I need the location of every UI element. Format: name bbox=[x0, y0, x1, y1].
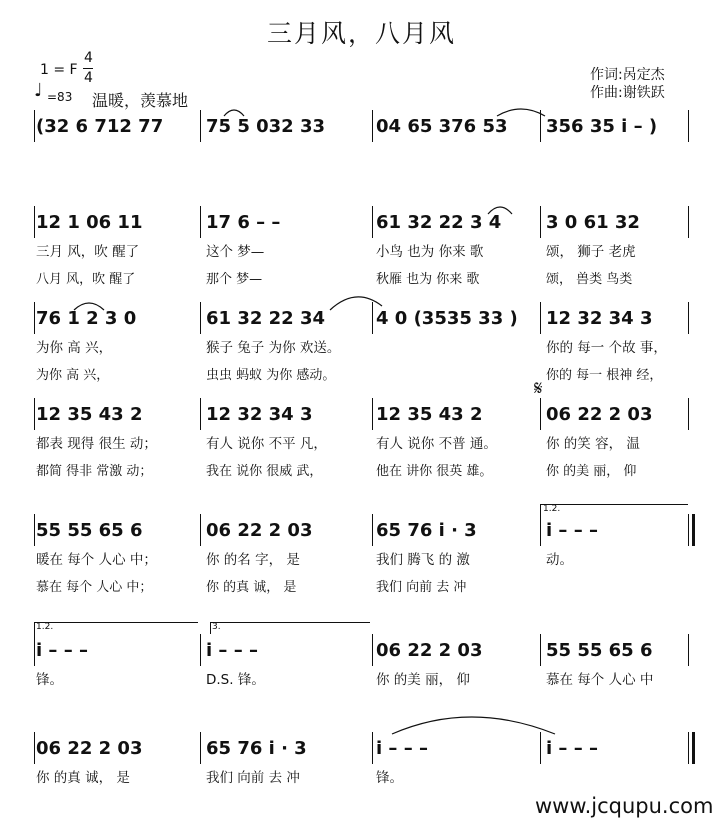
measure-notes: 12 35 43 2 bbox=[376, 404, 483, 425]
lyric-verse-2: 我们 向前 去 冲 bbox=[376, 580, 467, 595]
lyric-verse-1: 你 的笑 容， 温 bbox=[546, 436, 640, 452]
measure-notes: 61 32 22 3 4 bbox=[376, 212, 502, 233]
measure-notes: 55 55 65 6 bbox=[36, 520, 143, 541]
lyric-verse-2: 秋雁 也为 你来 歌 bbox=[376, 272, 480, 287]
measure-notes: i – – – bbox=[546, 520, 598, 541]
lyric-verse-1: 慕在 每个 人心 中 bbox=[546, 672, 654, 688]
volta-label: 1.2. bbox=[543, 504, 561, 514]
quarter-note-icon: ♩ bbox=[34, 80, 43, 101]
measure-notes: 3 0 61 32 bbox=[546, 212, 640, 233]
lyric-verse-1: 动。 bbox=[546, 552, 573, 568]
lyric-verse-1: 我们 腾飞 的 激 bbox=[376, 552, 470, 568]
measure-notes: i – – – bbox=[376, 738, 428, 759]
measure-notes: 06 22 2 03 bbox=[36, 738, 143, 759]
measure-notes: i – – – bbox=[206, 640, 258, 661]
lyric-verse-1: 都表 现得 很生 动； bbox=[36, 436, 157, 452]
lyric-verse-2: 你 的真 诚， 是 bbox=[206, 580, 297, 595]
lyricist: 作词:呙定杰 bbox=[590, 67, 665, 83]
measure-notes: 65 76 i · 3 bbox=[376, 520, 477, 541]
lyric-verse-1: D.S. 锋。 bbox=[206, 672, 265, 688]
measure-notes: (32 6 712 77 bbox=[36, 116, 164, 137]
measure-notes: 04 65 376 53 bbox=[376, 116, 508, 137]
segno-icon: 𝄋 bbox=[534, 376, 543, 400]
watermark: www.jcqupu.com bbox=[535, 794, 714, 818]
measure-notes: 12 32 34 3 bbox=[546, 308, 653, 329]
lyric-verse-1: 小鸟 也为 你来 歌 bbox=[376, 244, 484, 260]
key-signature: 1 = F bbox=[40, 62, 78, 78]
lyric-verse-1: 三月 风，吹 醒了 bbox=[36, 244, 140, 260]
lyric-verse-2: 为你 高 兴， bbox=[36, 368, 110, 383]
lyric-verse-1: 锋。 bbox=[36, 672, 63, 688]
lyric-verse-2: 我在 说你 很威 武， bbox=[206, 464, 323, 479]
measure-notes: 4 0 (3535 33 ) bbox=[376, 308, 518, 329]
measure-notes: i – – – bbox=[546, 738, 598, 759]
lyric-verse-1: 颂， 狮子 老虎 bbox=[546, 244, 636, 260]
lyric-verse-2: 颂， 兽类 鸟类 bbox=[546, 272, 633, 287]
expression-mark: 温暖，羡慕地 bbox=[92, 91, 189, 110]
lyric-verse-1: 为你 高 兴， bbox=[36, 340, 113, 356]
lyric-verse-1: 有人 说你 不平 凡， bbox=[206, 436, 327, 452]
measure-notes: 75 5 032 33 bbox=[206, 116, 325, 137]
lyric-verse-1: 猴子 兔子 为你 欢送。 bbox=[206, 340, 341, 356]
lyric-verse-2: 你 的美 丽， 仰 bbox=[546, 464, 637, 479]
volta-label: 1.2. bbox=[36, 622, 54, 632]
measure-notes: 12 35 43 2 bbox=[36, 404, 143, 425]
measure-notes: 06 22 2 03 bbox=[206, 520, 313, 541]
lyric-verse-1: 你 的名 字， 是 bbox=[206, 552, 300, 568]
measure-notes: 06 22 2 03 bbox=[376, 640, 483, 661]
lyric-verse-2: 你的 每一 根神 经， bbox=[546, 368, 663, 383]
lyric-verse-2: 那个 梦— bbox=[206, 272, 263, 287]
lyric-verse-1: 这个 梦— bbox=[206, 244, 265, 260]
score-title: 三月风，八月风 bbox=[266, 19, 456, 48]
composer: 作曲:谢铁跃 bbox=[590, 85, 665, 101]
lyric-verse-1: 你 的美 丽， 仰 bbox=[376, 672, 470, 688]
lyric-verse-1: 你的 每一 个故 事， bbox=[546, 340, 667, 356]
measure-notes: 61 32 22 34 bbox=[206, 308, 325, 329]
measure-notes: 12 32 34 3 bbox=[206, 404, 313, 425]
lyric-verse-2: 他在 讲你 很英 雄。 bbox=[376, 464, 493, 479]
lyric-verse-2: 都简 得非 常激 动； bbox=[36, 464, 153, 479]
measure-notes: 55 55 65 6 bbox=[546, 640, 653, 661]
lyric-verse-2: 慕在 每个 人心 中； bbox=[36, 580, 153, 595]
volta-label: 3. bbox=[212, 622, 221, 632]
measure-notes: 356 35 i – ) bbox=[546, 116, 658, 137]
measure-notes: 17 6 – – bbox=[206, 212, 281, 233]
lyric-verse-1: 我们 向前 去 冲 bbox=[206, 770, 300, 786]
lyric-verse-1: 有人 说你 不普 通。 bbox=[376, 436, 497, 452]
measure-notes: 06 22 2 03 bbox=[546, 404, 653, 425]
time-signature-bottom: 4 bbox=[84, 70, 93, 86]
lyric-verse-2: 八月 风，吹 醒了 bbox=[36, 272, 136, 287]
lyric-verse-1: 你 的真 诚， 是 bbox=[36, 770, 130, 786]
time-signature-top: 4 bbox=[84, 50, 93, 66]
measure-notes: i – – – bbox=[36, 640, 88, 661]
lyric-verse-1: 暖在 每个 人心 中； bbox=[36, 552, 157, 568]
lyric-verse-2: 虫虫 蚂蚁 为你 感动。 bbox=[206, 368, 336, 383]
measure-notes: 12 1 06 11 bbox=[36, 212, 143, 233]
measure-notes: 65 76 i · 3 bbox=[206, 738, 307, 759]
lyric-verse-1: 锋。 bbox=[376, 770, 403, 786]
tempo-mark: =83 bbox=[47, 90, 73, 104]
measure-notes: 76 1 2 3 0 bbox=[36, 308, 137, 329]
